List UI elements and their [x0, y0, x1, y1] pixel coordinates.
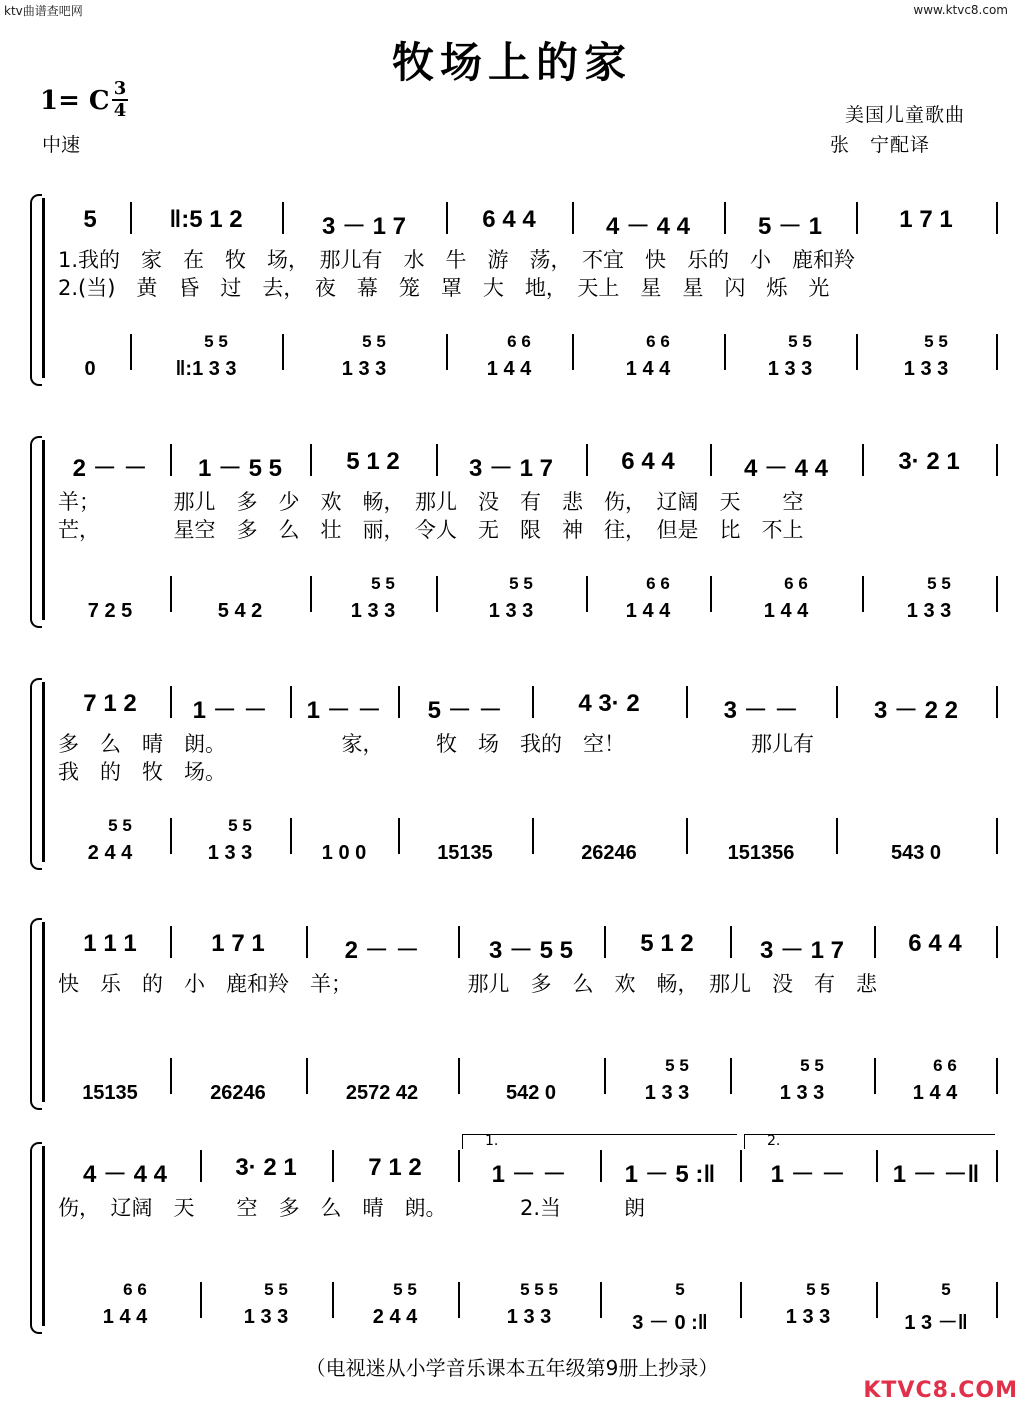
accomp-barline	[130, 334, 132, 370]
accomp-upper-notes: 6 6	[123, 1280, 147, 1299]
melody-barline	[130, 202, 132, 234]
melody-measure: 1 7 1	[899, 206, 953, 233]
accomp-barline	[724, 334, 726, 370]
melody-measure: 1 － －‖	[892, 1161, 980, 1188]
melody-barline	[458, 926, 460, 958]
melody-barline	[290, 686, 292, 718]
lyrics-verse-2: 芒， 星空 多 么 壮 丽， 令人 无 限 神 往， 但是 比 不上	[58, 518, 804, 542]
accomp-barline	[170, 1058, 172, 1094]
melody-measure: 5 1 2	[640, 930, 694, 957]
score-system	[0, 912, 1024, 1112]
melody-measure: 4 － 4 4	[605, 213, 691, 240]
melody-measure: 1 － 5 :‖	[624, 1161, 716, 1188]
accomp-measure: 1 3 3	[903, 358, 949, 380]
melody-barline	[572, 202, 574, 234]
accomp-measure: 2572 42	[345, 1082, 419, 1104]
accomp-barline	[876, 1282, 878, 1318]
lyrics-verse-2: 2.(当) 黄 昏 过 去， 夜 幕 笼 罩 大 地， 天上 星 星 闪 烁 光	[58, 276, 830, 300]
accomp-barline	[686, 818, 688, 854]
accomp-measure: 1 3 3	[488, 600, 534, 622]
accomp-upper-notes: 5 5	[204, 332, 228, 351]
accomp-barline	[332, 1282, 334, 1318]
accomp-barline	[730, 1058, 732, 1094]
accomp-measure: 1 4 4	[763, 600, 809, 622]
accomp-measure: 1 3 3	[243, 1306, 289, 1328]
accomp-upper-notes: 5 5	[393, 1280, 417, 1299]
melody-barline	[532, 686, 534, 718]
accomp-measure: 26246	[581, 842, 637, 864]
arranger-credit: 张 宁配译	[830, 134, 931, 156]
accomp-measure: 7 2 5	[87, 600, 133, 622]
accomp-barline	[532, 818, 534, 854]
accomp-upper-notes: 5 5	[788, 332, 812, 351]
accomp-barline	[862, 576, 864, 612]
accomp-barline	[310, 576, 312, 612]
melody-measure: 1 － －	[491, 1161, 567, 1188]
accomp-upper-notes: 5 5	[371, 574, 395, 593]
accomp-upper-notes: 6 6	[646, 574, 670, 593]
accomp-barline	[996, 576, 998, 612]
accomp-measure: 542 0	[505, 1082, 557, 1104]
accomp-measure: 1 4 4	[486, 358, 532, 380]
melody-measure: 5 － 1	[757, 213, 823, 240]
melody-measure: 3 － 2 2	[873, 697, 959, 724]
melody-measure: 2 － －	[344, 937, 420, 964]
melody-measure: 3 － 1 7	[759, 937, 845, 964]
system-bracket	[30, 918, 42, 1110]
accomp-measure: 1 3 3	[644, 1082, 690, 1104]
volta-first-label: 1.	[485, 1133, 499, 1149]
melody-measure: 1 － －	[306, 697, 382, 724]
lyrics-verse-1: 快 乐 的 小 鹿和羚 羊； 那儿 多 么 欢 畅， 那儿 没 有 悲	[58, 972, 877, 996]
key-signature: 1= C	[40, 86, 110, 116]
accomp-barline	[398, 818, 400, 854]
accomp-measure: 1 3 3	[341, 358, 387, 380]
time-signature-bottom: 4	[113, 100, 127, 121]
accomp-upper-notes: 5 5	[927, 574, 951, 593]
accomp-barline	[290, 818, 292, 854]
accomp-upper-notes: 5 5	[800, 1056, 824, 1075]
accomp-upper-notes: 6 6	[933, 1056, 957, 1075]
accomp-measure: 1 3 3	[906, 600, 952, 622]
melody-measure: 7 1 2	[83, 690, 137, 717]
score-system	[0, 188, 1024, 388]
system-line	[42, 1146, 45, 1326]
melody-barline	[600, 1150, 602, 1182]
accomp-barline	[996, 1058, 998, 1094]
accomp-upper-notes: 5 5	[665, 1056, 689, 1075]
time-signature	[112, 80, 128, 120]
accomp-barline	[600, 1282, 602, 1318]
melody-barline	[874, 926, 876, 958]
melody-barline	[586, 444, 588, 476]
melody-measure: 1 1 1	[83, 930, 137, 957]
melody-measure: 1 － －	[192, 697, 268, 724]
melody-barline	[398, 686, 400, 718]
accomp-barline	[710, 576, 712, 612]
system-bracket	[30, 678, 42, 870]
accomp-measure: 1 3 3	[207, 842, 253, 864]
accomp-measure: 1 3 －‖	[904, 1312, 968, 1334]
accomp-barline	[856, 334, 858, 370]
lyrics-verse-2: 我 的 牧 场。	[58, 760, 226, 784]
accomp-barline	[170, 576, 172, 612]
accomp-measure: 15135	[437, 842, 493, 864]
melody-barline	[876, 1150, 878, 1182]
melody-barline	[170, 444, 172, 476]
melody-barline	[332, 1150, 334, 1182]
melody-measure: 6 4 4	[482, 206, 536, 233]
watermark-right: www.ktvc8.com	[913, 3, 1008, 17]
melody-barline	[996, 1150, 998, 1182]
system-bracket	[30, 194, 42, 386]
accomp-barline	[996, 818, 998, 854]
accomp-barline	[836, 818, 838, 854]
accomp-measure: 1 4 4	[625, 358, 671, 380]
melody-measure: 3 － 1 7	[321, 213, 407, 240]
melody-barline	[724, 202, 726, 234]
accomp-barline	[572, 334, 574, 370]
melody-measure: 1 － 5 5	[197, 455, 283, 482]
accomp-measure: 5 4 2	[217, 600, 263, 622]
system-line	[42, 682, 45, 862]
accomp-measure: 543 0	[890, 842, 942, 864]
accomp-upper-notes: 6 6	[507, 332, 531, 351]
accomp-measure: 1 4 4	[912, 1082, 958, 1104]
melody-measure: 6 4 4	[908, 930, 962, 957]
accomp-barline	[200, 1282, 202, 1318]
accomp-barline	[446, 334, 448, 370]
melody-barline	[436, 444, 438, 476]
melody-barline	[306, 926, 308, 958]
melody-measure: 2 － －	[72, 455, 148, 482]
accomp-upper-notes: 5 5	[806, 1280, 830, 1299]
melody-barline	[730, 926, 732, 958]
melody-barline	[996, 202, 998, 234]
melody-measure: 5 1 2	[346, 448, 400, 475]
melody-barline	[862, 444, 864, 476]
melody-barline	[310, 444, 312, 476]
score-system	[0, 1133, 1024, 1336]
system-bracket	[30, 1142, 42, 1334]
accomp-upper-notes: 6 6	[784, 574, 808, 593]
accomp-barline	[458, 1058, 460, 1094]
score-system	[0, 430, 1024, 630]
system-line	[42, 198, 45, 378]
accomp-upper-notes: 5 5	[924, 332, 948, 351]
accomp-measure: 15135	[82, 1082, 138, 1104]
time-signature-top: 3	[113, 78, 127, 99]
accomp-measure: 26246	[210, 1082, 266, 1104]
melody-barline	[686, 686, 688, 718]
melody-barline	[996, 686, 998, 718]
accomp-barline	[996, 1282, 998, 1318]
melody-measure: 6 4 4	[621, 448, 675, 475]
accomp-upper-notes: 5 5 5	[520, 1280, 558, 1299]
lyrics-verse-1: 伤， 辽阔 天 空 多 么 晴 朗。 2.当 朗	[58, 1196, 646, 1220]
melody-measure: 3 － 5 5	[488, 937, 574, 964]
lyrics-verse-1: 羊； 那儿 多 少 欢 畅， 那儿 没 有 悲 伤， 辽阔 天 空	[58, 490, 804, 514]
system-bracket	[30, 436, 42, 628]
watermark-left: ktv曲谱查吧网	[4, 4, 83, 18]
melody-measure: 5	[83, 206, 97, 233]
melody-measure: 3· 2 1	[898, 448, 960, 475]
melody-barline	[282, 202, 284, 234]
melody-barline	[710, 444, 712, 476]
accomp-barline	[604, 1058, 606, 1094]
accomp-barline	[740, 1282, 742, 1318]
score-system	[0, 672, 1024, 872]
accomp-measure: 3 － 0 :‖	[632, 1312, 708, 1334]
accomp-barline	[306, 1058, 308, 1094]
melody-barline	[446, 202, 448, 234]
melody-measure: 4 － 4 4	[82, 1161, 168, 1188]
accomp-barline	[586, 576, 588, 612]
melody-measure: 7 1 2	[368, 1154, 422, 1181]
system-line	[42, 440, 45, 620]
melody-measure: 3 － －	[723, 697, 799, 724]
accomp-measure: ‖:1 3 3	[175, 358, 237, 380]
melody-barline	[996, 926, 998, 958]
volta-second-ending	[744, 1134, 995, 1149]
accomp-measure: 1 3 3	[767, 358, 813, 380]
source-footnote: （电视迷从小学音乐课本五年级第9册上抄录）	[305, 1356, 719, 1380]
melody-measure: 4 － 4 4	[743, 455, 829, 482]
melody-measure: 4 3· 2	[578, 690, 640, 717]
accomp-measure: 1 3 3	[779, 1082, 825, 1104]
accomp-barline	[436, 576, 438, 612]
lyrics-verse-1: 1.我的 家 在 牧 场， 那儿有 水 牛 游 荡， 不宜 快 乐的 小 鹿和羚	[58, 248, 856, 272]
accomp-barline	[282, 334, 284, 370]
accomp-barline	[874, 1058, 876, 1094]
accomp-measure: 151356	[727, 842, 795, 864]
accomp-measure: 2 4 4	[372, 1306, 418, 1328]
accomp-measure: 1 3 3	[350, 600, 396, 622]
tempo-marking: 中速	[42, 134, 81, 156]
accomp-upper-notes: 5 5	[362, 332, 386, 351]
melody-measure: 5 － －	[427, 697, 503, 724]
volta-first-ending	[462, 1134, 737, 1149]
lyrics-verse-1: 多 么 晴 朗。 家， 牧 场 我的 空！ 那儿有	[58, 732, 814, 756]
accomp-measure: 1 4 4	[625, 600, 671, 622]
accomp-barline	[458, 1282, 460, 1318]
melody-measure: ‖:5 1 2	[169, 206, 243, 233]
melody-measure: 1 7 1	[211, 930, 265, 957]
melody-barline	[996, 444, 998, 476]
melody-measure: 3 － 1 7	[468, 455, 554, 482]
accomp-upper-notes: 5	[941, 1280, 951, 1299]
melody-barline	[856, 202, 858, 234]
song-title: 牧场上的家	[391, 38, 632, 87]
accomp-upper-notes: 5 5	[509, 574, 533, 593]
accomp-barline	[170, 818, 172, 854]
system-line	[42, 922, 45, 1102]
melody-measure: 1 － －	[770, 1161, 846, 1188]
accomp-upper-notes: 5 5	[108, 816, 132, 835]
melody-barline	[836, 686, 838, 718]
accomp-measure: 1 0 0	[321, 842, 367, 864]
origin-credit: 美国儿童歌曲	[845, 104, 966, 126]
melody-barline	[740, 1150, 742, 1182]
accomp-barline	[996, 334, 998, 370]
melody-barline	[200, 1150, 202, 1182]
accomp-upper-notes: 6 6	[646, 332, 670, 351]
accomp-upper-notes: 5 5	[264, 1280, 288, 1299]
accomp-measure: 1 4 4	[102, 1306, 148, 1328]
volta-second-label: 2.	[767, 1133, 781, 1149]
accomp-measure: 0	[84, 358, 96, 380]
accomp-upper-notes: 5 5	[228, 816, 252, 835]
site-logo: KTVC8.COM	[863, 1378, 1018, 1403]
melody-barline	[604, 926, 606, 958]
accomp-measure: 1 3 3	[785, 1306, 831, 1328]
melody-barline	[170, 686, 172, 718]
accomp-measure: 1 3 3	[506, 1306, 552, 1328]
melody-barline	[170, 926, 172, 958]
melody-barline	[458, 1150, 460, 1182]
melody-measure: 3· 2 1	[235, 1154, 297, 1181]
accomp-upper-notes: 5	[675, 1280, 685, 1299]
accomp-measure: 2 4 4	[87, 842, 133, 864]
